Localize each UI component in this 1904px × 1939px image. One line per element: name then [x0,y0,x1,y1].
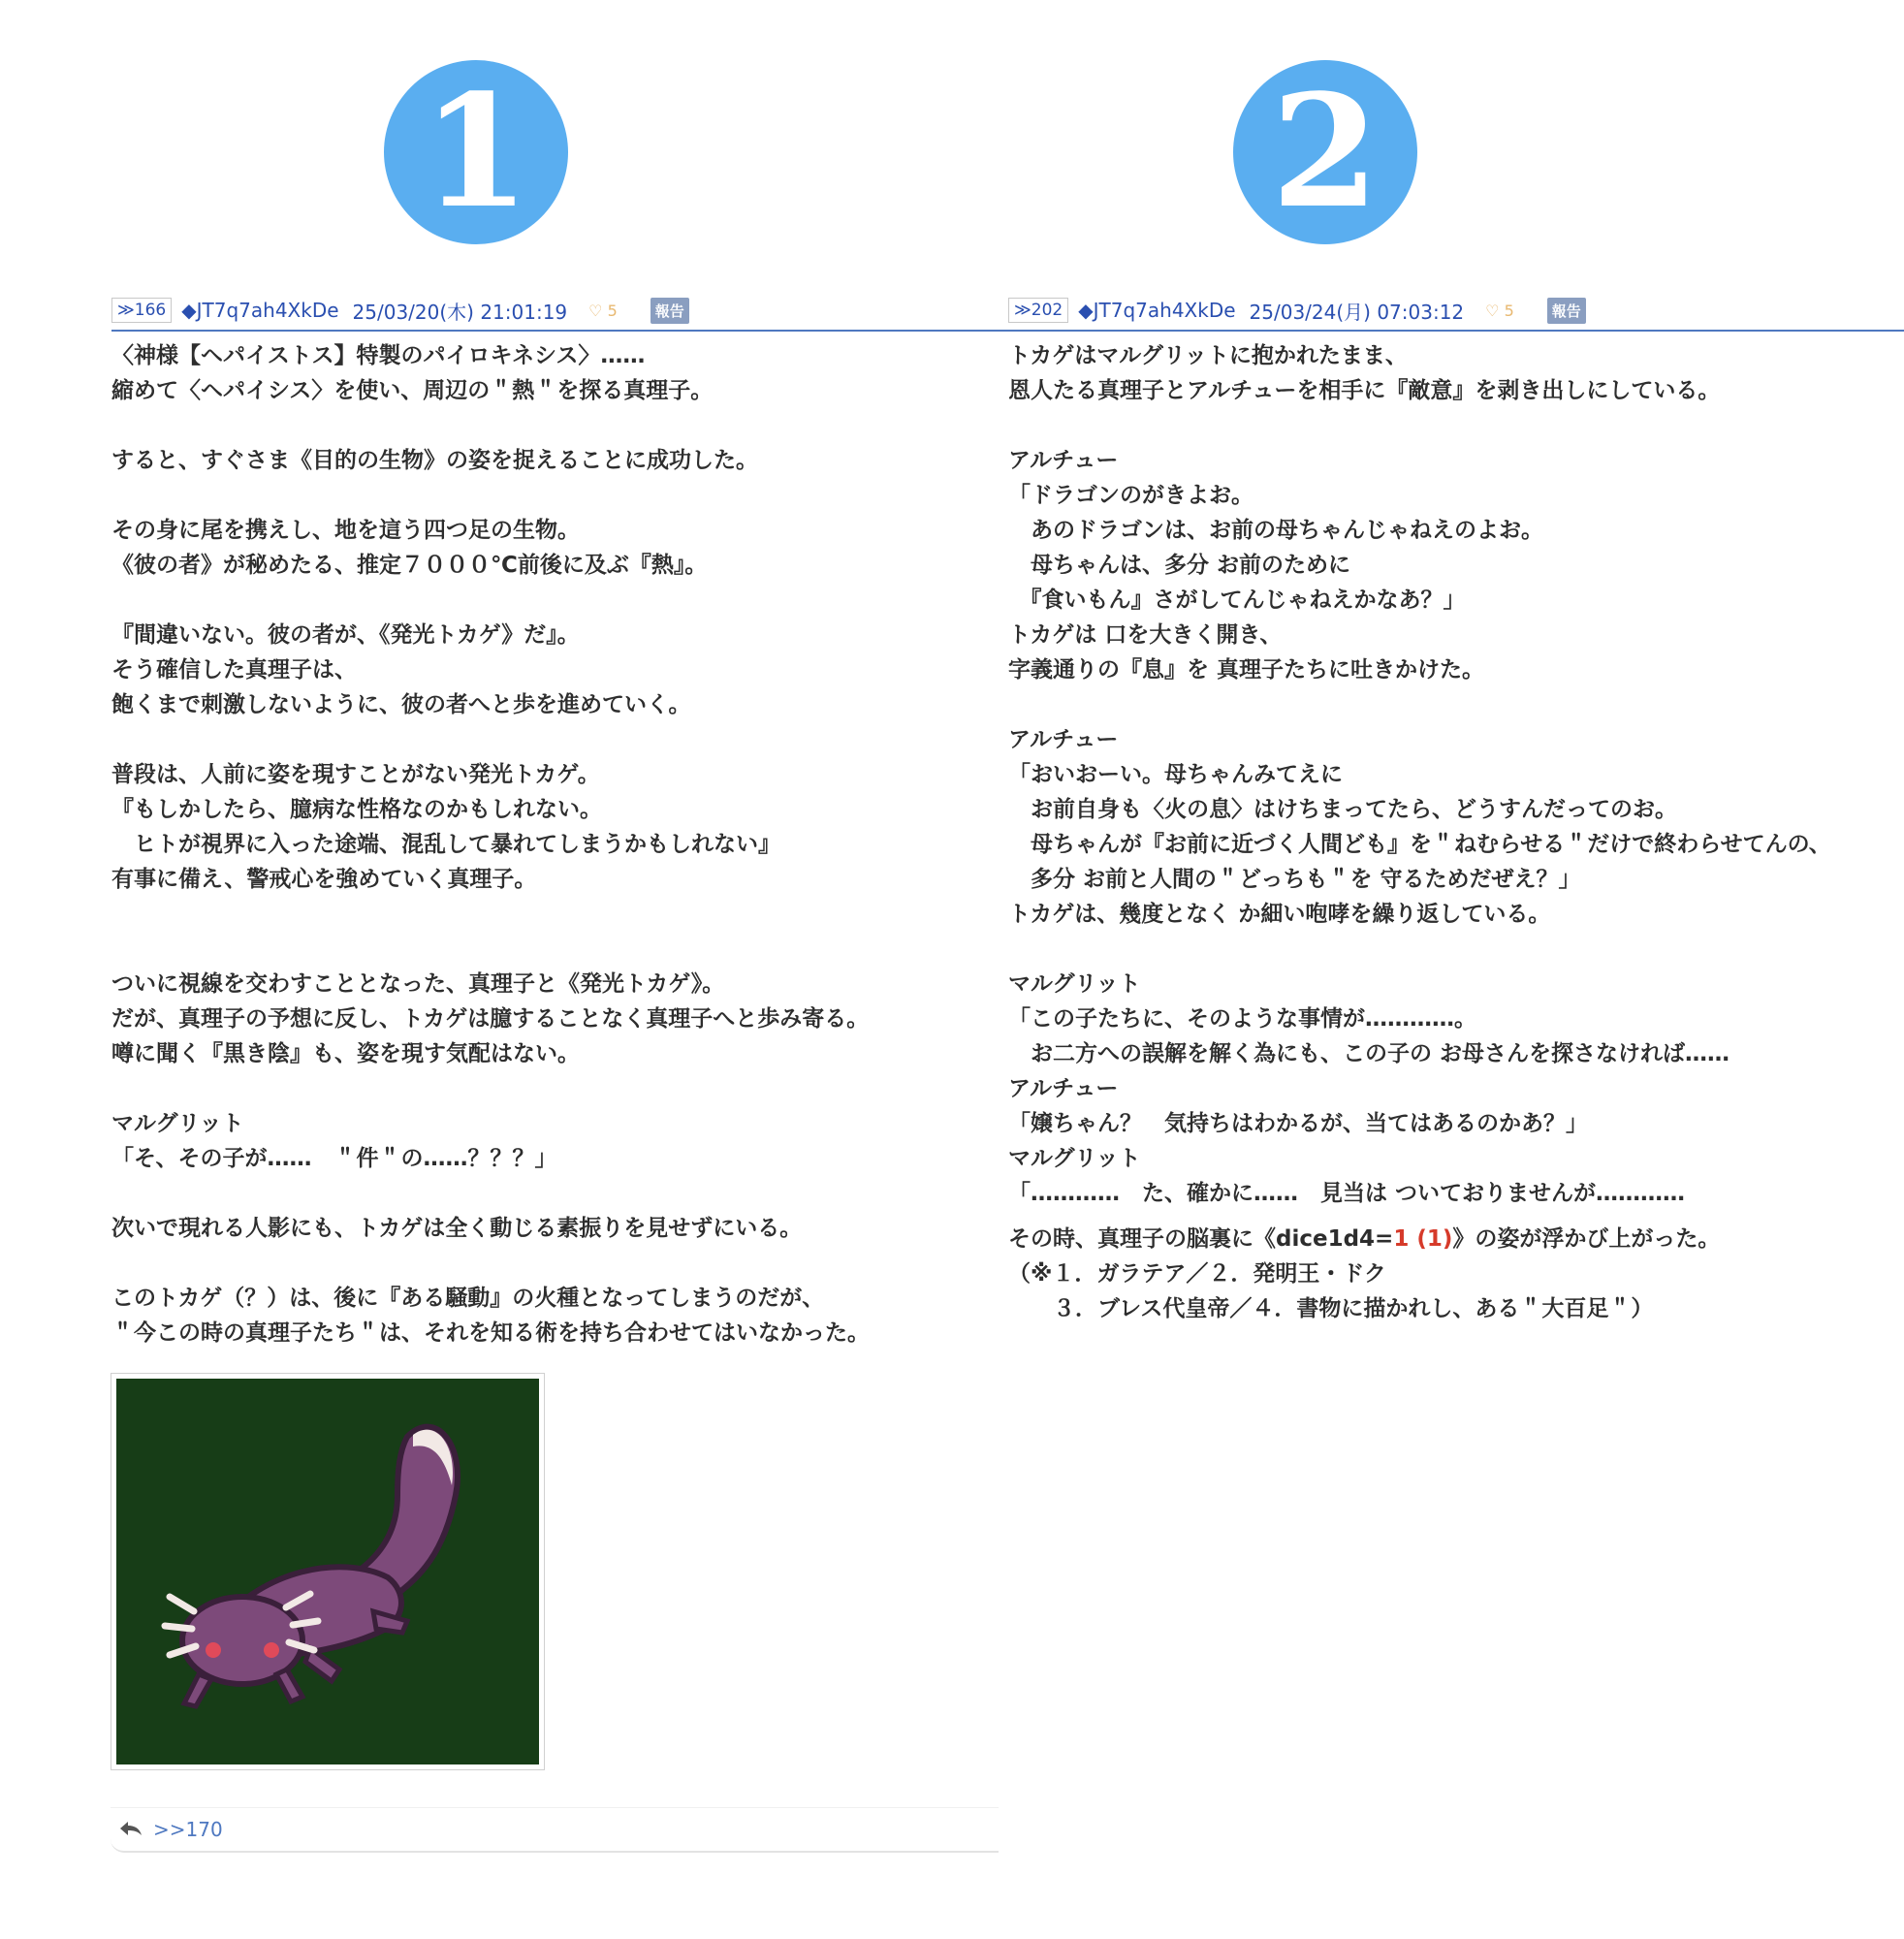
number-badge-1: 1 [384,60,568,244]
post-header [111,291,1008,332]
dice-prefix: その時、真理子の脳裏に《dice1d4= [1008,1226,1394,1252]
like-button[interactable]: ♡ 5 [588,301,618,320]
post-panel-202 [1008,0,1904,1939]
user-id[interactable]: ◆JT7q7ah4XkDe [1078,299,1236,322]
dice-line [1008,1222,1720,1256]
res-number-link[interactable]: ≫166 [111,298,172,323]
reply-bar [111,1807,999,1853]
dice-result: 1 (1) [1393,1226,1453,1252]
report-button[interactable]: 報告 [651,298,689,324]
post-header [1008,291,1904,332]
number-badge-2: 2 [1233,60,1417,244]
dice-suffix: 》の姿が浮かび上がった。 [1452,1226,1721,1252]
post-image[interactable] [111,1373,545,1770]
dice-note-line-2: ３．ブレス代皇帝／４．書物に描かれし、ある＂大百足＂） [1008,1296,1654,1321]
res-number-link[interactable]: ≫202 [1008,298,1068,323]
reply-icon [120,1821,142,1839]
report-button[interactable]: 報告 [1547,298,1586,324]
post-body: トカゲはマルグリットに抱かれたまま、 恩人たる真理子とアルチューを相手に『敵意』を剥き出しにしている。 アルチュー 「ドラゴンのがきよお。 あのドラゴンは、お前の母ちゃんじゃねえのよお。 母ちゃんは、多分 お前のために 『食いもん』さがしてんじゃねえかなあ？」 トカゲは 口を大きく開き、 字義通りの『息』を 真理子たちに吐きかけた。 アルチュー 「おいおーい。母ちゃんみてえに お前自身も〈火の息〉はけちまってたら、どうすんだってのお。 母ちゃんが『お前に近づく人間ども』を＂ねむらせる＂だけで終わらせてんの、 多分 お前と人間の＂どっちも＂を 守るためだぜえ？」 トカゲは、幾度となく か細い咆哮を繰り返している。 マルグリット 「この子たちに、そのような事情が…………。 お二方への誤解を解く為にも、この子の お母さんを探さなければ…… アルチュー 「嬢ちゃん？ 気持ちはわかるが、当てはあるのかあ？」 マルグリット 「………… た、確かに…… 見当は ついておりませんが………… [1008,343,1831,1206]
post-date: 25/03/20(木) 21:01:19 [352,300,568,324]
user-id[interactable]: ◆JT7q7ah4XkDe [181,299,339,322]
like-button[interactable]: ♡ 5 [1485,301,1514,320]
post-body: 〈神様【ヘパイストス】特製のパイロキネシス〉…… 縮めて〈ヘパイシス〉を使い、周辺の＂熱＂を探る真理子。 すると、すぐさま《目的の生物》の姿を捉えることに成功した。 その身に尾を携えし、地を這う四つ足の生物。 《彼の者》が秘めたる、推定７０００℃前後に及ぶ『熱』。 『間違いない。彼の者が、《発光トカゲ》だ』。 そう確信した真理子は、 飽くまで刺激しないように、彼の者へと歩を進めていく。 普段は、人前に姿を現すことがない発光トカゲ。 『もしかしたら、臆病な性格なのかもしれない。 ヒトが視界に入った途端、混乱して暴れてしまうかもしれない』 有事に備え、警戒心を強めていく真理子。 ついに視線を交わすこととなった、真理子と《発光トカゲ》。 だが、真理子の予想に反し、トカゲは臆することなく真理子へと歩み寄る。 噂に聞く『黒き陰』も、姿を現す気配はない。 マルグリット 「そ、その子が…… ＂件＂の……？？？」 次いで現れる人影にも、トカゲは全く動じる素振りを見せずにいる。 このトカゲ（？）は、後に『ある騒動』の火種となってしまうのだが、 ＂今この時の真理子たち＂は、それを知る術を持ち合わせてはいなかった。 [111,343,870,1346]
axolotl-illustration [116,1379,539,1764]
dice-note-line-1: （※１．ガラテア／２．発明王・ドク [1008,1261,1386,1287]
reply-link[interactable]: >>170 [153,1818,223,1841]
post-date: 25/03/24(月) 07:03:12 [1249,300,1465,324]
